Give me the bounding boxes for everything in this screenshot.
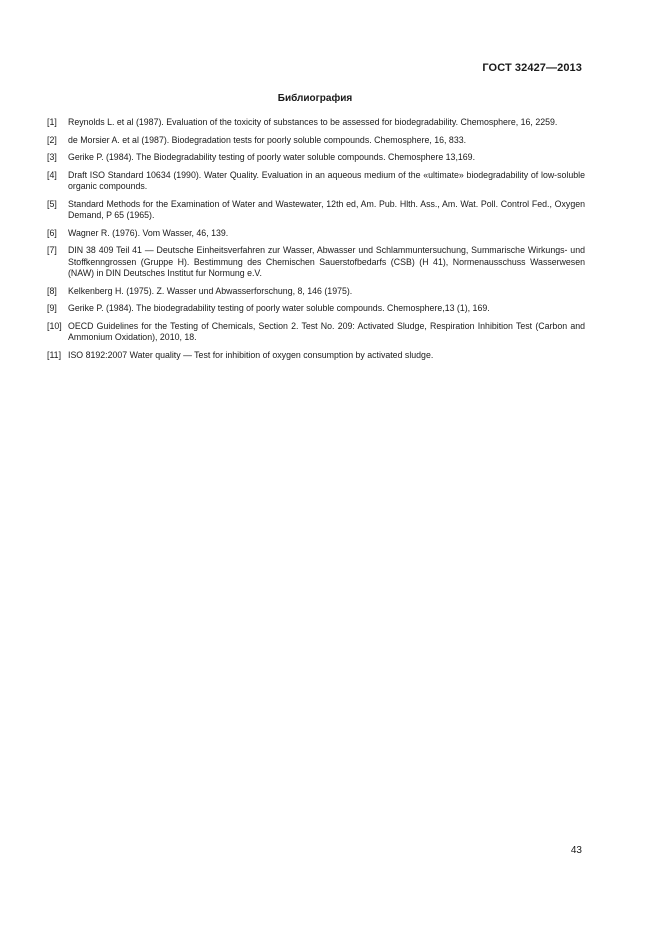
entry-text: de Morsier A. et al (1987). Biodegradation tests for poorly soluble compounds. Chemosphere, 16, 833. — [68, 134, 467, 145]
entry-number: [1] — [47, 117, 57, 127]
bibliography-entry — [47, 170, 585, 193]
bibliography-entry — [47, 245, 585, 280]
entry-text: DIN 38 409 Teil 41 — Deutsche Einheitsverfahren zur Wasser, Abwasser und Schlammuntersuchung, Summarische Wirkungs- und Stoffkenngrossen (Gruppe H). Bestimmung des Chemischen Sauerstofbedarfs (CSB) (H 41), Normenausschuss Wasserwesen (NAW) in DIN Deutsches Institut fur Normung e.V. — [68, 245, 585, 278]
entry-text: ISO 8192:2007 Water quality — Test for inhibition of oxygen consumption by activated sludge. — [68, 349, 434, 360]
bibliography-entry — [47, 350, 585, 362]
entry-text: Wagner R. (1976). Vom Wasser, 46, 139. — [68, 227, 229, 238]
entry-number: [4] — [47, 169, 57, 180]
entry-text: Draft ISO Standard 10634 (1990). Water Quality. Evaluation in an aqueous medium of the «ultimate» biodegradability of low-soluble organic compounds. — [68, 169, 585, 191]
bibliography-entry — [47, 135, 585, 147]
bibliography-entry — [47, 152, 585, 164]
entry-number: [11] — [47, 349, 62, 360]
entry-text: OECD Guidelines for the Testing of Chemicals, Section 2. Test No. 209: Activated Sludge, Respiration Inhibition Test (Carbon and Ammonium Oxidation), 2010, 18. — [68, 320, 585, 342]
entry-number: [2] — [47, 134, 57, 145]
entry-number: [10] — [47, 320, 62, 331]
bibliography-entry — [47, 228, 585, 240]
bibliography-entry — [47, 117, 585, 129]
entry-text: Gerike P. (1984). The Biodegradability testing of poorly water soluble compounds. Chemosphere 13,169. — [68, 152, 476, 162]
entry-text: Gerike P. (1984). The biodegradability testing of poorly water soluble compounds. Chemosphere,13 (1), 169. — [68, 303, 490, 313]
document-header-standard-number: ГОСТ 32427—2013 — [482, 62, 582, 74]
entry-number: [3] — [47, 152, 57, 162]
entry-text: Standard Methods for the Examination of Water and Wastewater, 12th ed, Am. Pub. Hlth. Ass., Am. Wat. Poll. Control Fed., Oxygen Demand, P 65 (1965). — [68, 198, 585, 220]
bibliography-entry — [47, 303, 585, 315]
bibliography-entry — [47, 199, 585, 222]
section-title: Библиография — [277, 93, 353, 104]
entry-number: [6] — [47, 227, 57, 238]
entry-text: Kelkenberg H. (1975). Z. Wasser und Abwasserforschung, 8, 146 (1975). — [68, 285, 353, 296]
page-number: 43 — [570, 845, 582, 856]
bibliography-entry — [47, 321, 585, 344]
entry-number: [5] — [47, 198, 57, 209]
entry-text: Reynolds L. et al (1987). Evaluation of the toxicity of substances to be assessed for biodegradability. Chemosphere, 16, 2259. — [68, 117, 558, 127]
bibliography-list — [47, 117, 585, 367]
entry-number: [7] — [47, 245, 57, 255]
entry-number: [9] — [47, 303, 57, 313]
entry-number: [8] — [47, 285, 57, 296]
bibliography-entry — [47, 286, 585, 298]
